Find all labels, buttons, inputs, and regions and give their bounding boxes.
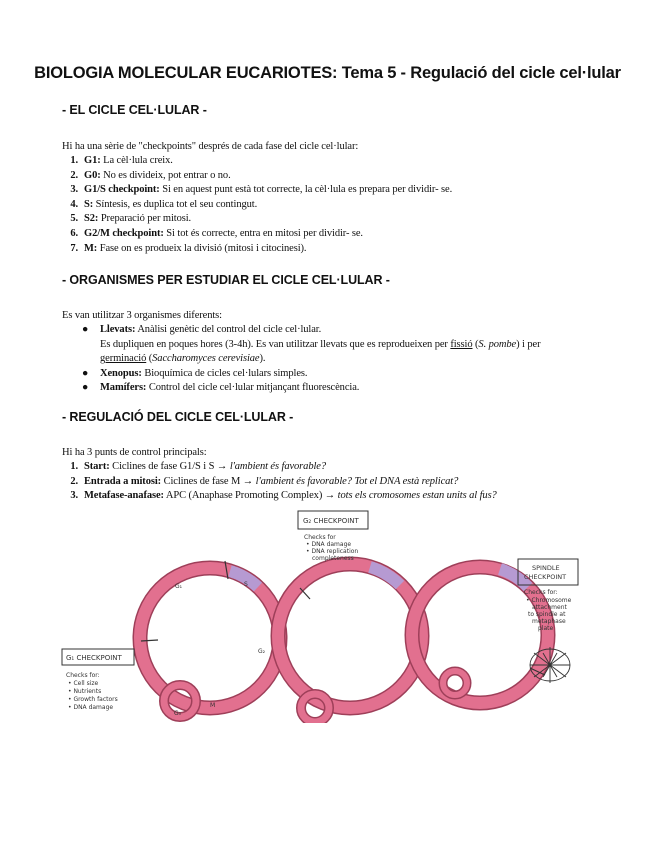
list-item: 4. S: Síntesis, es duplica tot el seu contingut. [70, 198, 258, 210]
list-item: ● Xenopus: Bioquímica de cicles cel·lulars simples. [78, 367, 541, 382]
phase-label-g2: G₂ [258, 648, 266, 655]
cell-cycle-ring-g2 [278, 564, 422, 722]
g1-checkpoint-notes: Checks for: • Cell size • Nutrients • Growth factors • DNA damage [66, 672, 118, 711]
cell-cycle-diagram [60, 503, 600, 723]
list-item: 1. G1: La cèl·lula creix. [70, 155, 173, 166]
phase-label-g1: G₁ [175, 583, 183, 590]
list-item: ● Llevats: Anàlisi genètic del control del cicle cel·lular. Es dupliquen en poques hores (3-4h). Es van utilitzar llevats que es reprodueixen per fissió (S. pombe) i per germinació (Saccharomyces cerevisiae). [78, 323, 541, 367]
section-heading-cell-cycle: - EL CICLE CEL·LULAR - [62, 103, 207, 117]
section-heading-regulation: - REGULACIÓ DEL CICLE CEL·LULAR - [62, 410, 294, 424]
section-heading-organisms: - ORGANISMES PER ESTUDIAR EL CICLE CEL·LULAR - [62, 273, 390, 287]
section-intro-organisms: Es van utilitzar 3 organismes diferents: [62, 310, 222, 321]
bullet-icon: ● [82, 382, 89, 394]
page-title: BIOLOGIA MOLECULAR EUCARIOTES: Tema 5 - Regulació del cicle cel·lular [34, 64, 621, 82]
list-item: 2. G0: No es divideix, pot entrar o no. [70, 169, 231, 181]
list-item: 1. Start: Ciclines de fase G1/S i S → l'ambient és favorable? [70, 461, 327, 472]
cell-cycle-checkpoints-figure [60, 503, 600, 723]
list-item: 3. G1/S checkpoint: Si en aquest punt està tot correcte, la cèl·lula es prepara per dividir- se. [70, 184, 453, 196]
g2-checkpoint-label: G₂ CHECKPOINT [303, 517, 359, 525]
list-item: 7. M: Fase on es produeix la divisió (mitosi i citocinesi). [70, 242, 307, 254]
bullet-icon: ● [82, 324, 89, 335]
g1-checkpoint-label: G₁ CHECKPOINT [66, 654, 122, 662]
list-item: ● Mamífers: Control del cicle cel·lular mitjançant fluorescència. [78, 381, 541, 396]
organism-list [78, 323, 541, 396]
phase-label-g0: G₀ [174, 710, 182, 717]
list-item: 5. S2: Preparació per mitosi. [70, 213, 192, 225]
list-item-detail: Es dupliquen en poques hores (3-4h). Es van utilitzar llevats que es reprodueixen per fissió (S. pombe) i per germinació (Saccharomyces cerevisiae). [100, 338, 541, 365]
phase-label-m: M [210, 702, 216, 709]
section-intro-regulation: Hi ha 3 punts de control principals: [62, 447, 207, 458]
bullet-icon: ● [82, 367, 89, 379]
phase-label-s: S [244, 581, 248, 588]
list-item: 2. Entrada a mitosi: Ciclines de fase M → l'ambient és favorable? Tot el DNA està replicat? [70, 475, 459, 487]
checkpoint-list [62, 154, 452, 256]
spindle-checkpoint-label: SPINDLE CHECKPOINT [524, 564, 567, 581]
section-intro-cell-cycle: Hi ha una sèrie de "checkpoints" després de cada fase del cicle cel·lular: [62, 141, 359, 152]
cell-cycle-ring-spindle [412, 567, 548, 703]
spindle-checkpoint-notes: Checks for: • Chromosome attachment to spindle at metaphase plate [524, 589, 572, 632]
list-item: 6. G2/M checkpoint: Si tot és correcte, entra en mitosi per dividir- se. [70, 227, 363, 239]
g2-checkpoint-notes: Checks for • DNA damage • DNA replication completeness [304, 534, 359, 562]
control-points-list [62, 460, 497, 504]
cell-cycle-ring-g1 [140, 561, 280, 717]
list-item: 3. Metafase-anafase: APC (Anaphase Promoting Complex) → tots els cromosomes estan units al fus? [70, 490, 497, 502]
